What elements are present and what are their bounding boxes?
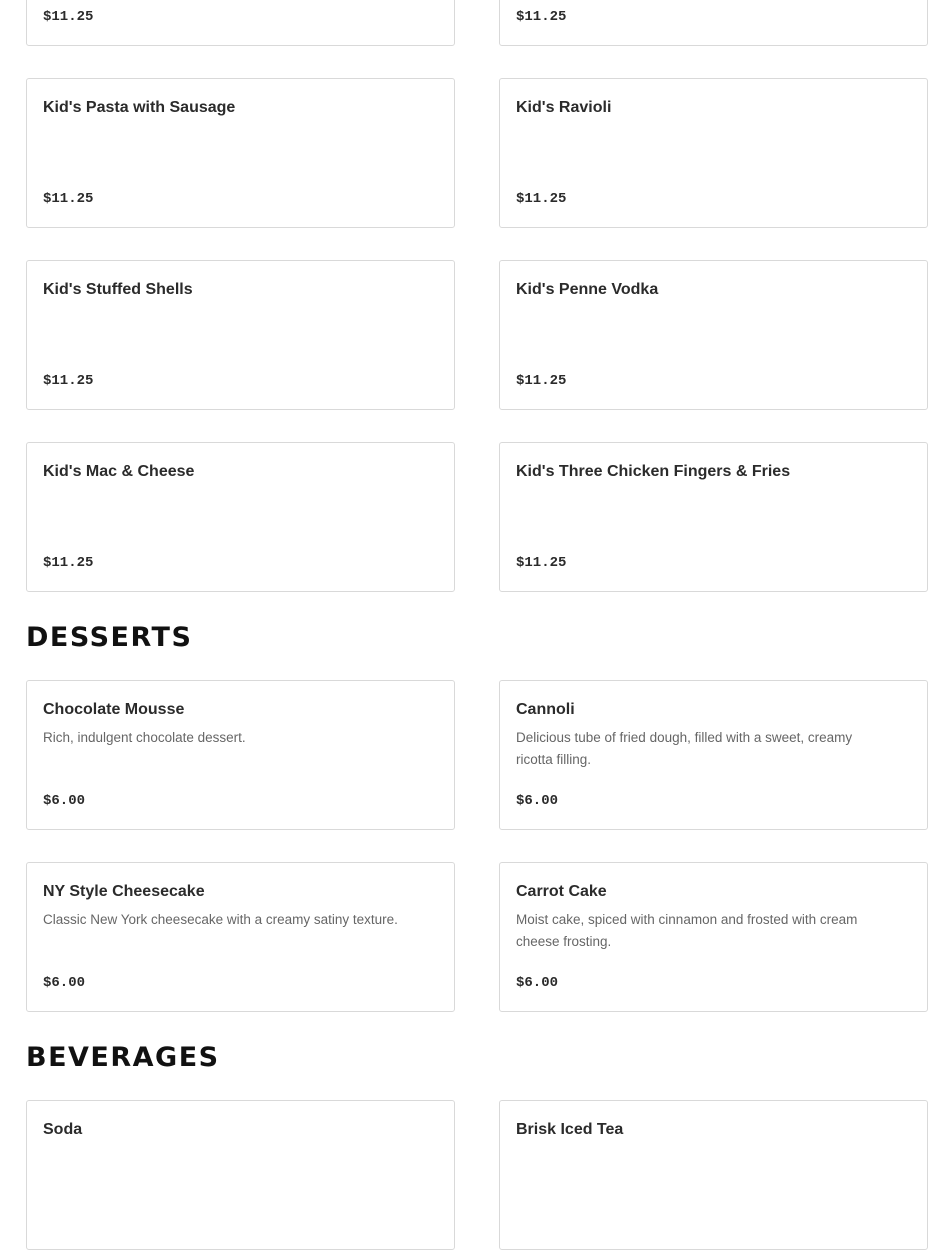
menu-item-card[interactable]: [499, 0, 928, 46]
menu-item-card[interactable]: [26, 78, 455, 228]
menu-item-description: Rich, indulgent chocolate dessert.: [43, 730, 246, 745]
menu-item-card[interactable]: [26, 442, 455, 592]
menu-item-price: $11.25: [516, 373, 567, 389]
menu-item-card[interactable]: [499, 78, 928, 228]
menu-item-price: $6.00: [516, 975, 559, 991]
menu-item-name: Carrot Cake: [516, 883, 607, 900]
menu-item-card[interactable]: [26, 0, 455, 46]
menu-item-name: Soda: [43, 1121, 83, 1138]
menu-item-card[interactable]: [499, 442, 928, 592]
menu-item-name: Kid's Ravioli: [516, 99, 612, 116]
menu-item-card[interactable]: [26, 260, 455, 410]
menu-item-price: $6.00: [43, 793, 86, 809]
menu-item-card[interactable]: [26, 862, 455, 1012]
menu-item-price: $11.25: [43, 191, 94, 207]
menu-item-card[interactable]: [499, 1100, 928, 1250]
menu-item-description: Delicious tube of fried dough, filled with a sweet, creamy ricotta filling.: [516, 730, 853, 767]
menu-item-name: Kid's Mac & Cheese: [43, 463, 195, 480]
menu-item-price: $11.25: [43, 9, 94, 25]
menu-item-card[interactable]: [499, 862, 928, 1012]
menu-item-card[interactable]: [26, 680, 455, 830]
menu-item-name: NY Style Cheesecake: [43, 883, 205, 900]
menu-item-name: Kid's Three Chicken Fingers & Fries: [516, 463, 791, 480]
menu-item-card[interactable]: [499, 680, 928, 830]
menu-item-card[interactable]: [26, 1100, 455, 1250]
menu-item-price: $11.25: [516, 555, 567, 571]
menu-item-name: Kid's Pasta with Sausage: [43, 99, 236, 116]
menu-item-price: $6.00: [43, 975, 86, 991]
menu-item-description: Classic New York cheesecake with a creamy satiny texture.: [43, 912, 398, 927]
menu-item-name: Kid's Stuffed Shells: [43, 281, 193, 298]
menu-item-price: $11.25: [43, 555, 94, 571]
menu-item-name: Brisk Iced Tea: [516, 1121, 624, 1138]
menu-item-description: Moist cake, spiced with cinnamon and frosted with cream cheese frosting.: [516, 912, 858, 949]
section-title-beverages: BEVERAGES: [26, 1042, 220, 1073]
menu-item-price: $11.25: [516, 191, 567, 207]
menu-item-name: Chocolate Mousse: [43, 701, 185, 718]
section-title-desserts: DESSERTS: [26, 622, 193, 653]
menu-item-card[interactable]: [499, 260, 928, 410]
menu-item-price: $11.25: [516, 9, 567, 25]
menu-item-name: Cannoli: [516, 701, 575, 718]
menu-item-price: $11.25: [43, 373, 94, 389]
menu-item-name: Kid's Penne Vodka: [516, 281, 659, 298]
menu-item-price: $6.00: [516, 793, 559, 809]
